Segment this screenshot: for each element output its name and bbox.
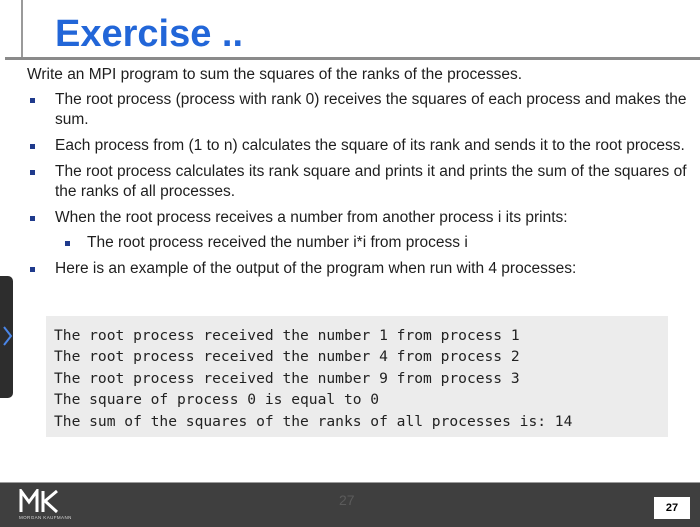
page-number-badge: 27 xyxy=(654,497,690,519)
code-output-box xyxy=(46,316,668,437)
sub-bullet-text: The root process received the number i*i from process i xyxy=(87,234,468,251)
side-panel-toggle[interactable] xyxy=(0,276,13,398)
code-line: The square of process 0 is equal to 0 xyxy=(54,391,380,409)
logo-subtext: MORGAN KAUFMANN xyxy=(19,515,72,520)
ghost-page-number: 27 xyxy=(339,492,355,508)
bullet-text: Each process from (1 to n) calculates the square of its rank and sends it to the root process. xyxy=(55,137,685,154)
bullet-list xyxy=(27,90,695,285)
bullet-text: The root process calculates its rank square and prints it and prints the sum of the squares of the ranks of all processes. xyxy=(55,163,687,200)
code-line: The root process received the number 1 from process 1 xyxy=(54,327,520,344)
intro-text: Write an MPI program to sum the squares of the ranks of the processes. xyxy=(27,66,523,83)
bullet-item xyxy=(27,90,695,130)
code-line: The sum of the squares of the ranks of all processes is: 14 xyxy=(54,412,573,430)
bullet-text: The root process (process with rank 0) receives the squares of each process and makes the sum. xyxy=(55,91,687,128)
slide-title: Exercise .. xyxy=(55,13,244,55)
bullet-item xyxy=(27,208,695,253)
title-underline xyxy=(5,57,700,60)
sub-bullet-list xyxy=(55,233,695,253)
chevron-right-icon xyxy=(1,325,13,347)
bullet-item xyxy=(27,136,695,156)
publisher-logo-icon xyxy=(19,489,75,513)
bullet-text: Here is an example of the output of the program when run with 4 processes: xyxy=(55,260,577,277)
bullet-text: When the root process receives a number from another process i its prints: xyxy=(55,209,568,226)
bullet-item xyxy=(27,259,695,279)
code-line: The root process received the number 4 from process 2 xyxy=(54,348,520,366)
left-rule xyxy=(21,0,23,60)
bullet-item xyxy=(27,162,695,202)
code-line: The root process received the number 9 from process 3 xyxy=(54,369,520,387)
sub-bullet-item xyxy=(55,233,695,253)
